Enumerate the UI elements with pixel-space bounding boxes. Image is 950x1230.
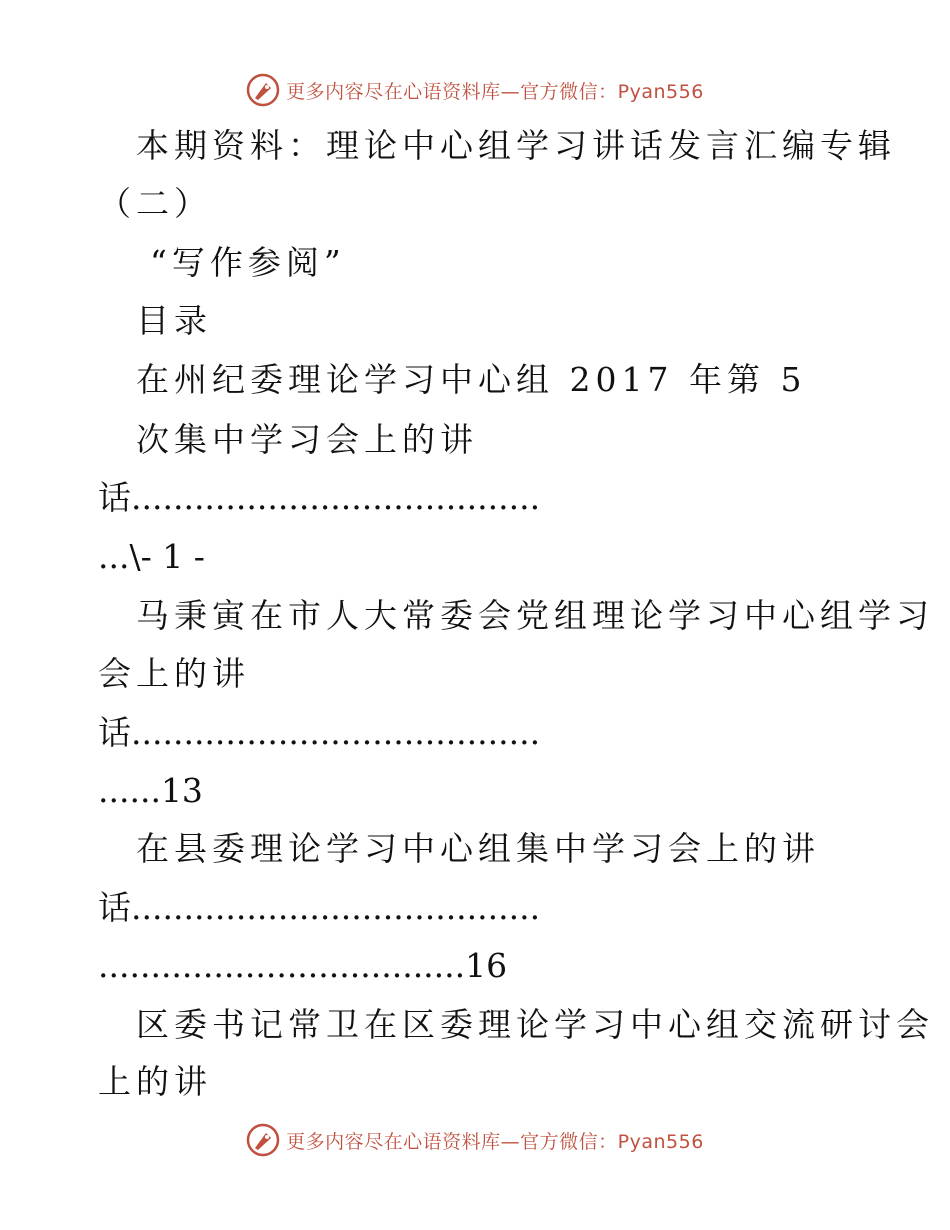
toc-entry-title: 区委书记常卫在区委理论学习中心组交流研讨会 — [136, 1005, 934, 1044]
toc-entry-title: 在州纪委理论学习中心组 2017 年第 5 — [136, 360, 807, 399]
document-title-continued: （二） — [98, 184, 212, 223]
toc-entry-title: 会上的讲 — [98, 654, 250, 693]
toc-entry-title: 在县委理论学习中心组集中学习会上的讲 — [136, 829, 820, 868]
toc-page-number: ...................................16 — [98, 946, 508, 985]
watermark-text: 更多内容尽在心语资料库—官方微信：Pyan556 — [286, 80, 704, 103]
document-title: 本期资料：理论中心组学习讲话发言汇编专辑 — [136, 126, 896, 165]
toc-page-number: ...\- 1 - — [98, 537, 205, 576]
toc-entry-title: 马秉寅在市人大常委会党组理论学习中心组学习 — [136, 596, 934, 635]
toc-entry-title: 上的讲 — [98, 1062, 212, 1101]
pen-nib-logo-icon — [246, 1123, 280, 1157]
document-subtitle: “写作参阅” — [150, 243, 346, 282]
header-watermark — [0, 70, 950, 110]
toc-heading: 目录 — [136, 301, 212, 340]
toc-entry-title: 次集中学习会上的讲 — [136, 420, 478, 459]
toc-page-number: ......13 — [98, 771, 203, 810]
toc-leader: 话....................................... — [98, 888, 541, 927]
toc-leader: 话....................................... — [98, 713, 541, 752]
watermark-text: 更多内容尽在心语资料库—官方微信：Pyan556 — [286, 1130, 704, 1153]
footer-watermark — [0, 1120, 950, 1160]
toc-leader: 话....................................... — [98, 478, 541, 517]
pen-nib-logo-icon — [246, 73, 280, 107]
